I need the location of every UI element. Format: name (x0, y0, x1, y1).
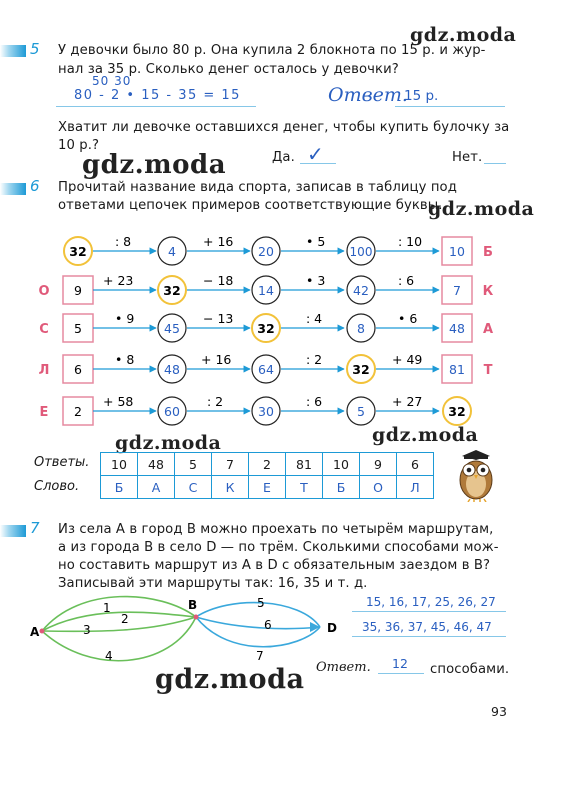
chain-operation: : 10 (398, 234, 423, 249)
chain-operation: : 4 (306, 311, 323, 326)
task7-text-line4: Записывай эти маршруты так: 16, 35 и т. д. (58, 576, 368, 591)
chain-operation: • 5 (306, 234, 326, 249)
routes-line2-underline (352, 636, 506, 637)
watermark: gdz.moda (428, 198, 535, 220)
chain-value: 32 (163, 283, 181, 298)
chain-letter: Б (483, 245, 493, 260)
point-b-dot (194, 615, 199, 620)
watermark: gdz.moda (372, 424, 479, 446)
chain-letter: Л (38, 363, 50, 378)
word-letter-cell: Е (249, 476, 286, 499)
task7-text-line3: но составить маршрут из А в D с обязательным заездом в В? (58, 558, 491, 573)
task7-answer-line (378, 673, 424, 674)
word-letter-cell: А (138, 476, 175, 499)
chain-value: 64 (258, 362, 274, 377)
chain-value: 8 (357, 321, 365, 336)
chain-operation: • 3 (306, 273, 326, 288)
route-label: 4 (105, 649, 113, 663)
task6-text-line2: ответами цепочек примеров соответствующие буквы. (58, 198, 443, 213)
answer-cell: 10 (101, 453, 138, 476)
point-b-label: B (188, 598, 198, 612)
chain-value: 20 (258, 244, 274, 259)
chain-value: 10 (449, 244, 465, 259)
chain-operation: + 16 (203, 234, 234, 249)
chain-value: 81 (449, 362, 465, 377)
route-label: 2 (121, 612, 129, 626)
route-label: 5 (257, 596, 265, 610)
chain-letter: Е (39, 405, 49, 420)
chain-letter: О (38, 284, 50, 299)
chain-operation: • 9 (115, 311, 135, 326)
page-number: 93 (491, 704, 507, 719)
word-letter-cell: Л (397, 476, 434, 499)
word-letter-cell: О (360, 476, 397, 499)
watermark: gdz.moda (155, 664, 305, 695)
task5-yes-label: Да. (272, 150, 295, 165)
chain-value: 48 (164, 362, 180, 377)
task-marker (0, 45, 26, 57)
task5-question-line1: Хватит ли девочке оставшихся денег, чтобы купить булочку за (58, 120, 510, 135)
task7-answer-suffix: способами. (430, 662, 510, 677)
chain-letter: А (482, 322, 494, 337)
chain-value: 32 (448, 404, 466, 419)
chain-value: 4 (168, 244, 176, 259)
chain-value: 32 (69, 244, 87, 259)
answer-cell: 5 (175, 453, 212, 476)
task7-answer-value: 12 (392, 656, 408, 671)
chains-diagram (0, 226, 568, 436)
chain-value: 48 (449, 321, 465, 336)
route-line (42, 612, 196, 631)
task5-answer-label: Ответ. (328, 84, 408, 106)
route-label: 1 (103, 601, 111, 615)
arrow-icon (310, 622, 320, 632)
task7-text-line2: а из города В в село D — по трём. Сколькими способами мож- (58, 540, 499, 555)
chain-operation: : 8 (115, 234, 132, 249)
chain-operation: − 18 (203, 273, 234, 288)
task5-answer-line (395, 106, 505, 107)
task5-number: 5 (30, 40, 40, 58)
chain-operation: : 2 (306, 352, 323, 367)
chain-operation: + 27 (392, 394, 423, 409)
check-icon: ✓ (307, 142, 324, 166)
task5-text-line2: нал за 35 р. Сколько денег осталось у девочки? (58, 62, 399, 77)
answer-cell: 81 (286, 453, 323, 476)
chain-operation: • 6 (398, 311, 418, 326)
watermark: gdz.moda (115, 432, 222, 454)
answer-cell: 10 (323, 453, 360, 476)
route-line (196, 617, 320, 629)
chain-operation: + 58 (103, 394, 134, 409)
routes-line2: 35, 36, 37, 45, 46, 47 (362, 620, 492, 634)
answers-row (101, 453, 434, 476)
chain-letter: С (39, 322, 49, 337)
word-letter-cell: Т (286, 476, 323, 499)
chain-letter: К (482, 284, 494, 299)
chain-value: 5 (357, 404, 365, 419)
route-label: 6 (264, 618, 272, 632)
chain-value: 9 (74, 283, 82, 298)
task5-solution-line (56, 106, 256, 107)
owl-icon (448, 446, 504, 502)
answers-label: Ответы. (34, 455, 90, 470)
task7-text-line1: Из села А в город В можно проехать по четырём маршрутам, (58, 522, 494, 537)
chain-value: 2 (74, 404, 82, 419)
route-label: 3 (83, 623, 91, 637)
task5-answer-value: 15 р. (404, 88, 439, 104)
task6-text-line1: Прочитай название вида спорта, записав в таблицу под (58, 180, 457, 195)
word-letter-cell: Б (323, 476, 360, 499)
chain-value: 30 (258, 404, 274, 419)
chain-operation: • 8 (115, 352, 135, 367)
chain-value: 14 (258, 283, 274, 298)
chain-operation: : 6 (306, 394, 323, 409)
task5-no-line (484, 163, 506, 164)
chain-value: 7 (453, 283, 461, 298)
task5-text-line1: У девочки было 80 р. Она купила 2 блокнота по 15 р. и жур- (58, 43, 486, 58)
word-label: Слово. (34, 479, 80, 494)
chain-operation: + 23 (103, 273, 134, 288)
chain-operation: + 49 (392, 352, 423, 367)
task-marker (0, 525, 26, 537)
task5-yes-line (300, 163, 336, 164)
task-marker (0, 183, 26, 195)
chain-operation: : 2 (207, 394, 224, 409)
answer-cell: 9 (360, 453, 397, 476)
chain-value: 5 (74, 321, 82, 336)
watermark: gdz.moda (410, 24, 517, 46)
routes-line1: 15, 16, 17, 25, 26, 27 (366, 595, 496, 609)
word-letter-cell: Б (101, 476, 138, 499)
answer-cell: 48 (138, 453, 175, 476)
watermark: gdz.moda (82, 150, 227, 180)
route-label: 7 (256, 649, 264, 663)
word-letter-cell: К (212, 476, 249, 499)
task5-solution-top: 50 30 (92, 74, 132, 88)
point-a-dot (40, 629, 45, 634)
chain-value: 100 (349, 245, 373, 259)
answer-cell: 6 (397, 453, 434, 476)
task7-answer-label: Ответ. (316, 660, 371, 675)
answer-cell: 7 (212, 453, 249, 476)
chain-operation: − 13 (203, 311, 234, 326)
chain-value: 45 (164, 321, 180, 336)
chain-value: 6 (74, 362, 82, 377)
point-a-label: A (30, 625, 40, 639)
route-line (42, 617, 196, 631)
task5-question-line2: 10 р.? (58, 138, 100, 153)
chain-value: 60 (164, 404, 180, 419)
point-d-label: D (327, 621, 337, 635)
chain-value: 32 (257, 321, 275, 336)
chain-value: 32 (352, 362, 370, 377)
word-letter-cell: С (175, 476, 212, 499)
task5-solution: 80 - 2 • 15 - 35 = 15 (74, 88, 241, 103)
routes-line1-underline (352, 611, 506, 612)
task5-no-label: Нет. (452, 150, 483, 165)
task7-number: 7 (30, 519, 40, 537)
answer-cell: 2 (249, 453, 286, 476)
chain-letter: Т (483, 363, 493, 378)
answers-table (100, 452, 434, 499)
chain-operation: + 16 (201, 352, 232, 367)
word-row (101, 476, 434, 499)
task6-number: 6 (30, 177, 40, 195)
chain-operation: : 6 (398, 273, 415, 288)
chain-value: 42 (353, 283, 369, 298)
route-line (42, 597, 196, 631)
